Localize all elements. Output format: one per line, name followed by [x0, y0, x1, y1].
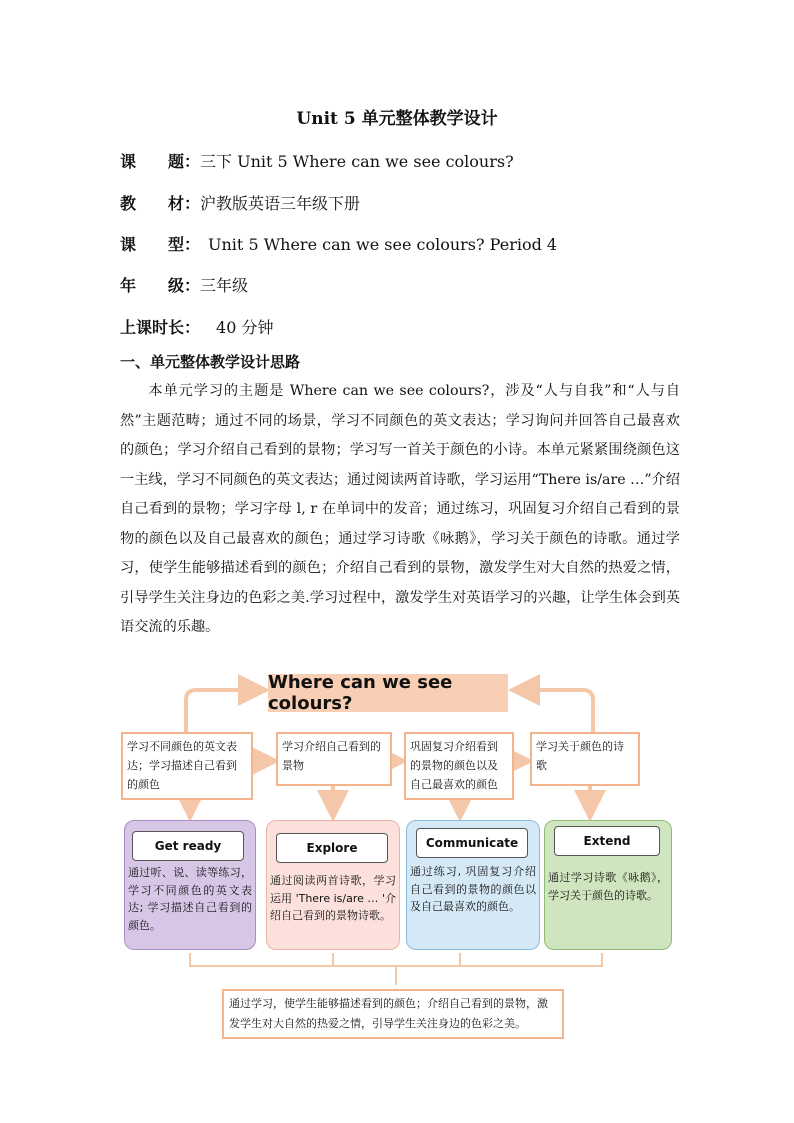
section-heading: 一、单元整体教学设计思路	[120, 353, 301, 371]
arrow-loop-left	[186, 690, 262, 732]
arrow-loop-right	[516, 690, 593, 732]
meta-value-duration: 40 分钟	[216, 318, 274, 337]
meta-label-lesson-type: 课 型：	[120, 235, 201, 254]
card-text-communicate: 通过练习, 巩固复习介绍自己看到的景物的颜色以及自己最喜欢的颜色。	[410, 865, 536, 913]
meta-label-textbook: 教 材：	[120, 194, 201, 213]
step-box-3: 巩固复习介绍看到的景物的颜色以及自己最喜欢的颜色	[404, 732, 514, 800]
card-text-explore: 通过阅读两首诗歌，学习运用 'There is/are … '介绍自己看到的景物诗歌。	[270, 874, 396, 922]
step-box-1: 学习不同颜色的英文表达；学习描述自己看到的颜色	[121, 732, 253, 800]
meta-value-textbook: 沪教版英语三年级下册	[200, 194, 361, 213]
meta-value-grade: 三年级	[200, 276, 249, 295]
meta-label-duration: 上课时长：	[120, 318, 201, 337]
meta-value-lesson-type: Unit 5 Where can we see colours? Period 4	[208, 235, 558, 254]
card-label-explore: Explore	[276, 833, 388, 863]
meta-label-grade: 年 级：	[120, 276, 201, 295]
summary-box: 通过学习，使学生能够描述看到的颜色；介绍自己看到的景物，激发学生对大自然的热爱之情，引导学生关注身边的色彩之美。	[222, 989, 564, 1039]
card-label-get-ready: Get ready	[132, 831, 244, 861]
document-title: Unit 5 单元整体教学设计	[296, 109, 498, 129]
meta-value-topic: 三下 Unit 5 Where can we see colours?	[200, 152, 514, 171]
step-box-2: 学习介绍自己看到的景物	[276, 732, 392, 786]
card-label-communicate: Communicate	[416, 828, 528, 858]
meta-label-topic: 课 题：	[120, 152, 201, 171]
step-box-4: 学习关于颜色的诗歌	[530, 732, 640, 786]
bracket-bottom	[190, 953, 602, 966]
body-paragraph: 本单元学习的主题是 Where can we see colours?，涉及“人与自我”和“人与自然”主题范畴；通过不同的场景，学习不同颜色的英文表达；学习询问并回答自己最喜欢的颜色；学习介绍自己看到的景物；学习写一首关于颜色的小诗。本单元紧紧围绕颜色这一主线，学习不同颜色的英文表达；通过阅读两首诗歌，学习运用“There is/are …”介绍自己看到的景物；学习字母 l, r 在单词中的发音；通过练习，巩固复习介绍自己看到的景物的颜色以及自己最喜欢的颜色；通过学习诗歌《咏鹅》，学习关于颜色的诗歌。通过学习，使学生能够描述看到的颜色；介绍自己看到的景物，激发学生对大自然的热爱之情，引导学生关注身边的色彩之美.学习过程中，激发学生对英语学习的兴趣，让学生体会到英语交流的乐趣。	[120, 383, 680, 635]
diagram-title: Where can we see colours?	[268, 674, 508, 712]
card-text-extend: 通过学习诗歌《咏鹅》，学习关于颜色的诗歌。	[548, 871, 668, 902]
card-label-extend: Extend	[554, 826, 660, 856]
card-text-get-ready: 通过听、说、读等练习，学习不同颜色的英文表达; 学习描述自己看到的颜色。	[128, 866, 252, 932]
